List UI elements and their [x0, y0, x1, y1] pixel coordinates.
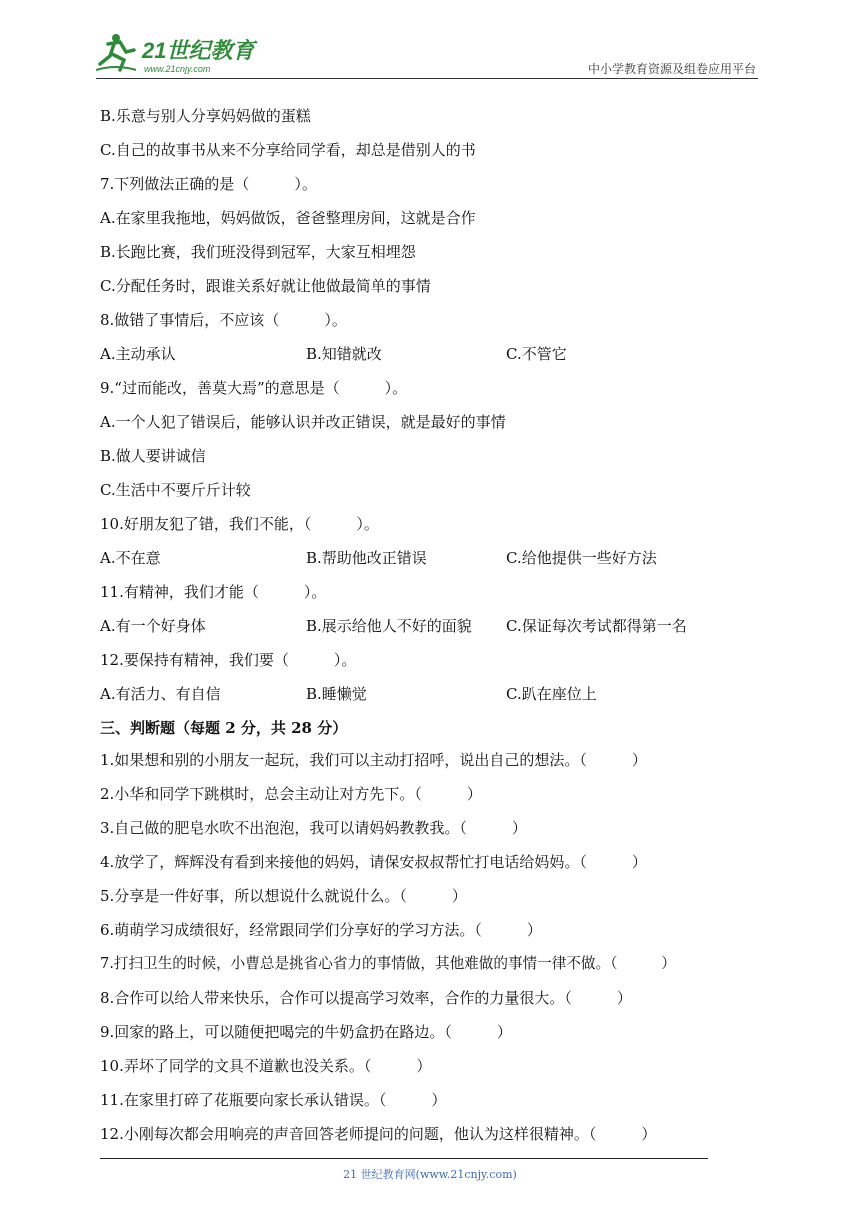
- judgement-item: 11.在家里打碎了花瓶要向家长承认错误。（ ）: [100, 1091, 447, 1109]
- q9-option-c: C.生活中不要斤斤计较: [100, 481, 251, 499]
- q11-option-c: C.保证每次考试都得第一名: [506, 617, 687, 635]
- q6-option-c: C.自己的故事书从来不分享给同学看，却总是借别人的书: [100, 141, 476, 159]
- judgement-item: 9.回家的路上，可以随便把喝完的牛奶盒扔在路边。（ ）: [100, 1023, 512, 1041]
- q9-stem: 9.“过而能改，善莫大焉”的意思是（ ）。: [100, 379, 408, 397]
- q12-stem: 12.要保持有精神，我们要（ ）。: [100, 651, 357, 669]
- q9-option-b: B.做人要讲诚信: [100, 447, 206, 465]
- svg-text:21世纪教育: 21世纪教育: [142, 38, 255, 63]
- footer-text: 21 世纪教育网(www.21cnjy.com): [343, 1168, 517, 1181]
- q11-option-a: A.有一个好身体: [100, 617, 206, 635]
- q8-option-a: A.主动承认: [100, 345, 176, 363]
- q11-stem: 11.有精神，我们才能（ ）。: [100, 583, 327, 601]
- q10-option-a: A.不在意: [100, 549, 161, 567]
- header-platform-text: 中小学教育资源及组卷应用平台: [587, 62, 756, 76]
- q12-option-a: A.有活力、有自信: [100, 685, 221, 703]
- q10-option-c: C.给他提供一些好方法: [506, 549, 657, 567]
- judgement-item: 12.小刚每次都会用响亮的声音回答老师提问的问题，他认为这样很精神。（ ）: [100, 1125, 657, 1143]
- judgement-item: 4.放学了，辉辉没有看到来接他的妈妈，请保安叔叔帮忙打电话给妈妈。（ ）: [100, 853, 647, 871]
- q10-stem: 10.好朋友犯了错，我们不能，（ ）。: [100, 515, 379, 533]
- site-logo: [96, 30, 266, 78]
- svg-text:www.21cnjy.com: www.21cnjy.com: [144, 64, 211, 74]
- section3-title: 三、判断题（每题 2 分，共 28 分）: [100, 719, 348, 737]
- q8-stem: 8.做错了事情后，不应该（ ）。: [100, 311, 347, 329]
- q11-option-b: B.展示给他人不好的面貌: [306, 617, 472, 635]
- judgement-item: 6.萌萌学习成绩很好，经常跟同学们分享好的学习方法。（ ）: [100, 921, 542, 939]
- judgement-item: 3.自己做的肥皂水吹不出泡泡，我可以请妈妈教教我。（ ）: [100, 819, 527, 837]
- judgement-item: 10.弄坏了同学的文具不道歉也没关系。（ ）: [100, 1057, 432, 1075]
- judgement-item: 2.小华和同学下跳棋时，总会主动让对方先下。（ ）: [100, 785, 482, 803]
- q7-option-a: A.在家里我拖地，妈妈做饭，爸爸整理房间，这就是合作: [100, 209, 476, 227]
- runner-icon: [96, 34, 136, 70]
- judgement-item: 8.合作可以给人带来快乐，合作可以提高学习效率，合作的力量很大。（ ）: [100, 989, 632, 1007]
- judgement-item: 7.打扫卫生的时候，小曹总是挑省心省力的事情做，其他难做的事情一律不做。（ ）: [100, 955, 676, 972]
- footer-divider: [100, 1158, 708, 1159]
- q9-option-a: A.一个人犯了错误后，能够认识并改正错误，就是最好的事情: [100, 413, 506, 431]
- judgement-item: 5.分享是一件好事，所以想说什么就说什么。（ ）: [100, 887, 467, 905]
- header-divider: [96, 78, 758, 79]
- q7-stem: 7.下列做法正确的是（ ）。: [100, 175, 317, 193]
- q8-option-c: C.不管它: [506, 345, 567, 363]
- q8-option-b: B.知错就改: [306, 345, 382, 363]
- page-header: [96, 30, 756, 78]
- q12-option-c: C.趴在座位上: [506, 685, 597, 703]
- q7-option-b: B.长跑比赛，我们班没得到冠军，大家互相埋怨: [100, 243, 416, 261]
- judgement-item: 1.如果想和别的小朋友一起玩，我们可以主动打招呼，说出自己的想法。（ ）: [100, 751, 647, 769]
- q10-option-b: B.帮助他改正错误: [306, 549, 427, 567]
- q12-option-b: B.睡懒觉: [306, 685, 367, 703]
- q6-option-b: B.乐意与别人分享妈妈做的蛋糕: [100, 107, 311, 125]
- q7-option-c: C.分配任务时，跟谁关系好就让他做最简单的事情: [100, 277, 431, 295]
